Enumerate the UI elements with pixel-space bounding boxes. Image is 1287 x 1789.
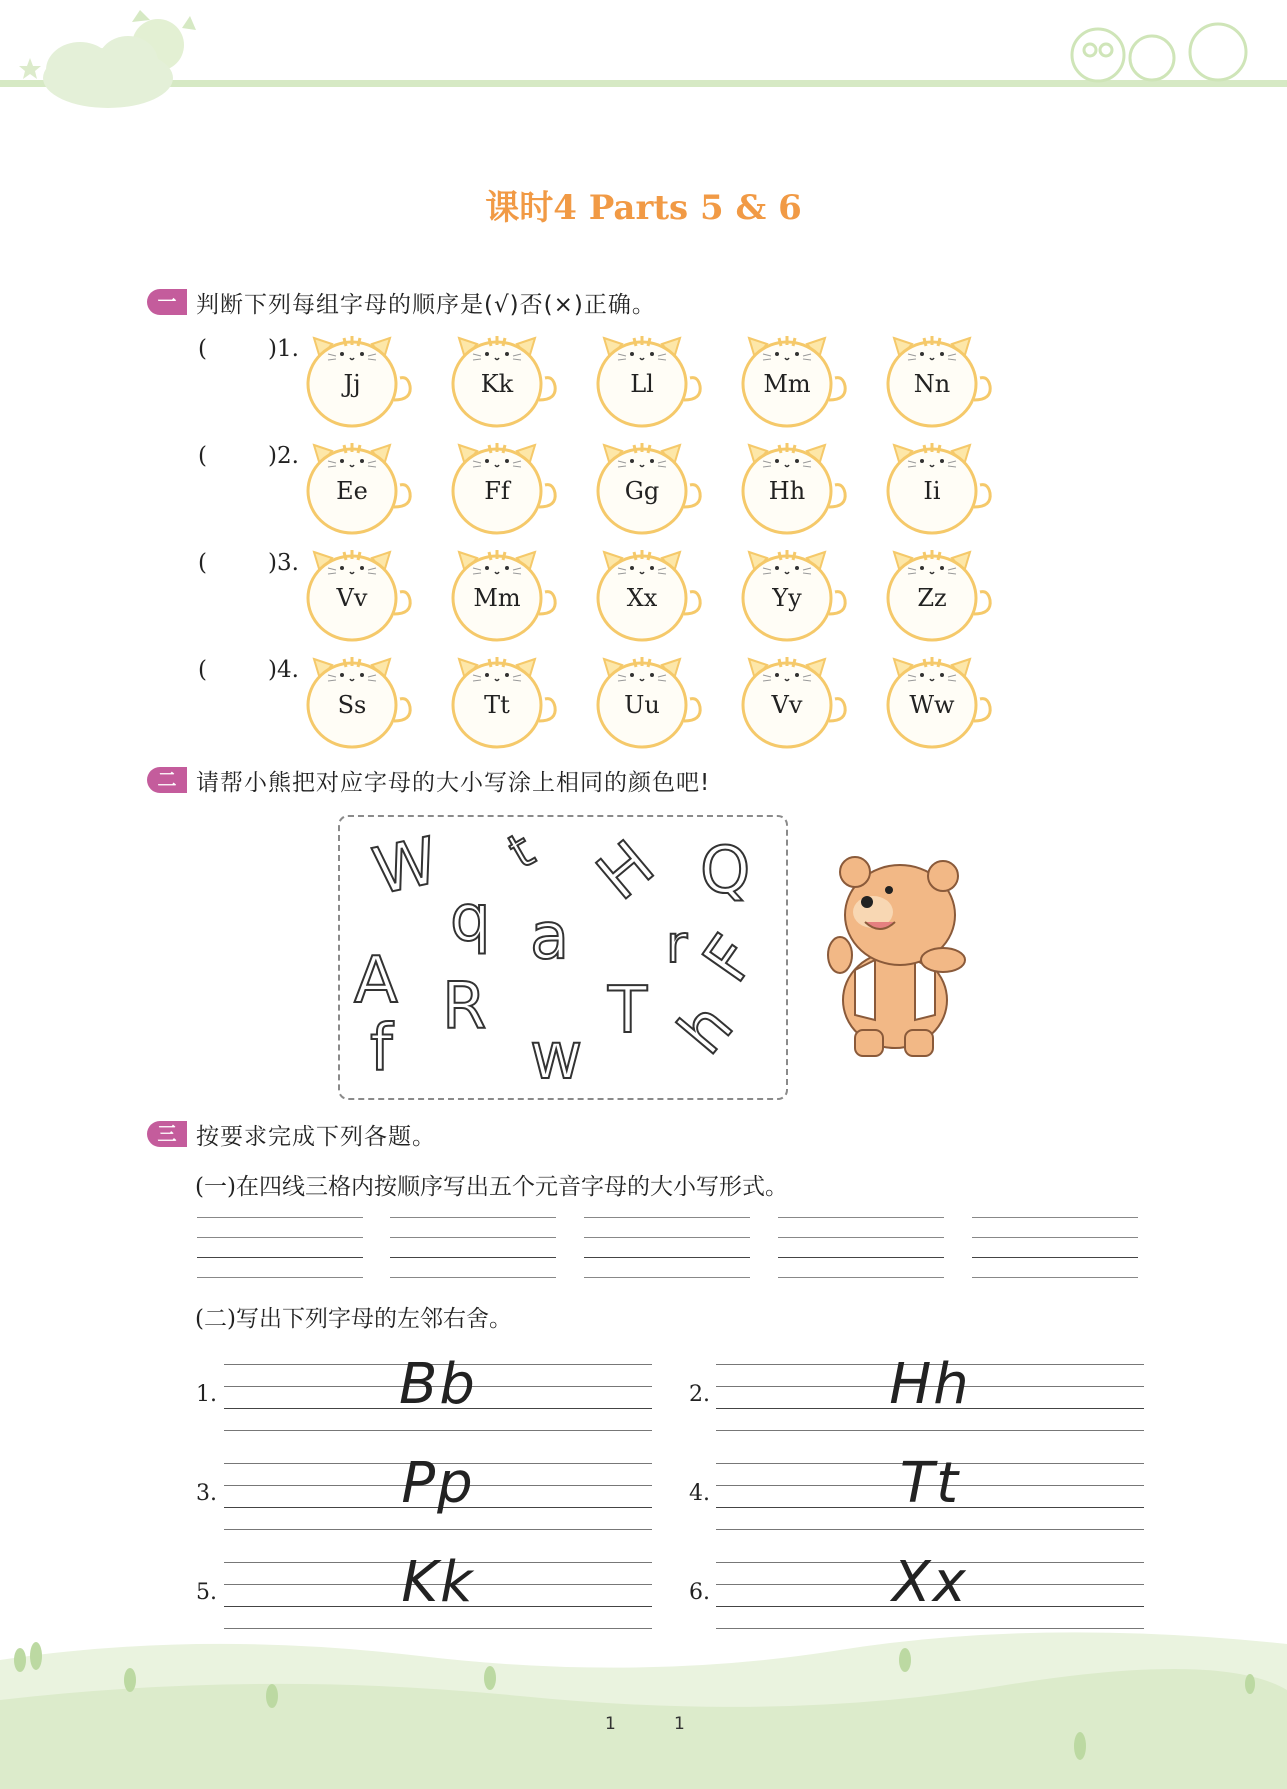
- outline-letter[interactable]: H: [583, 827, 669, 915]
- outline-letter[interactable]: q: [450, 882, 491, 956]
- outline-letter[interactable]: Q: [700, 834, 751, 908]
- writing-grid[interactable]: [390, 1217, 556, 1277]
- star-icon: [19, 58, 41, 79]
- bear-illustration: [815, 850, 975, 1060]
- section-badge: 二: [147, 767, 187, 793]
- letter-pair: Vv: [336, 584, 368, 612]
- answer-paren-open[interactable]: (: [198, 336, 207, 362]
- outline-letter[interactable]: h: [664, 989, 748, 1069]
- cat-letter-card: [741, 544, 851, 644]
- letter-pair: Ss: [337, 691, 367, 719]
- letter-pair: Gg: [624, 477, 660, 505]
- cat-letter-card: [596, 330, 706, 430]
- letter-coloring-board: [338, 815, 788, 1100]
- cat-letter-card: [306, 330, 416, 430]
- letter-pair: Ww: [909, 691, 955, 719]
- answer-paren-open[interactable]: (: [198, 657, 207, 683]
- cat-letter-card: [306, 651, 416, 751]
- cat-letter-card: [451, 651, 561, 751]
- given-letters: Pp: [401, 1451, 475, 1516]
- letter-pair: Yy: [772, 584, 802, 612]
- writing-grid[interactable]: [716, 1352, 1144, 1430]
- section-instruction: 判断下列每组字母的顺序是(√)否(×)正确。: [196, 291, 656, 318]
- item-number: 2.: [689, 1382, 710, 1407]
- letter-pair: Nn: [913, 370, 951, 398]
- outline-letter[interactable]: T: [608, 974, 648, 1048]
- item-number: 5.: [196, 1580, 217, 1605]
- outline-letter[interactable]: R: [442, 970, 487, 1044]
- outline-letter[interactable]: w: [530, 1020, 583, 1094]
- section-badge: 一: [147, 289, 187, 315]
- item-number: 4.: [689, 1481, 710, 1506]
- writing-grid[interactable]: [972, 1217, 1138, 1277]
- letter-pair: Mm: [473, 584, 521, 612]
- writing-grid[interactable]: [584, 1217, 750, 1277]
- cat-letter-card: [886, 544, 996, 644]
- cat-letter-card: [596, 544, 706, 644]
- letter-pair: Jj: [343, 370, 361, 398]
- outline-letter[interactable]: t: [499, 822, 544, 880]
- question-number: )1.: [268, 336, 299, 362]
- outline-letter[interactable]: A: [354, 944, 398, 1018]
- outline-letter[interactable]: W: [366, 824, 445, 910]
- cat-letter-card: [886, 330, 996, 430]
- given-letters: Tt: [899, 1451, 961, 1516]
- letter-pair: Tt: [484, 691, 510, 719]
- section-badge: 三: [147, 1121, 187, 1147]
- cat-letter-card: [886, 437, 996, 537]
- letter-pair: Xx: [626, 584, 658, 612]
- cat-letter-card: [741, 330, 851, 430]
- writing-grid[interactable]: [224, 1352, 652, 1430]
- outline-letter[interactable]: f: [370, 1012, 393, 1086]
- cat-letter-card: [451, 544, 561, 644]
- letter-pair: Hh: [768, 477, 806, 505]
- given-letters: Kk: [401, 1550, 475, 1615]
- given-letters: Xx: [892, 1550, 968, 1615]
- cat-letter-card: [451, 330, 561, 430]
- letter-pair: Ff: [484, 477, 510, 505]
- item-number: 1.: [196, 1382, 217, 1407]
- cat-letter-card: [886, 651, 996, 751]
- item-number: 3.: [196, 1481, 217, 1506]
- answer-paren-open[interactable]: (: [198, 443, 207, 469]
- cat-letter-card: [741, 651, 851, 751]
- header-decoration: [0, 0, 1287, 120]
- part-1-prompt: (一)在四线三格内按顺序写出五个元音字母的大小写形式。: [195, 1174, 788, 1200]
- outline-letter[interactable]: r: [666, 915, 688, 975]
- writing-grid[interactable]: [716, 1550, 1144, 1628]
- letter-pair: Ee: [336, 477, 368, 505]
- cat-letter-card: [306, 437, 416, 537]
- writing-grid[interactable]: [716, 1451, 1144, 1529]
- letter-pair: Zz: [917, 584, 947, 612]
- section-instruction: 按要求完成下列各题。: [196, 1123, 436, 1150]
- cat-letter-card: [451, 437, 561, 537]
- cat-letter-card: [741, 437, 851, 537]
- footer-decoration: [0, 1620, 1287, 1789]
- letter-pair: Ii: [923, 477, 941, 505]
- page-number-right: 1: [674, 1714, 685, 1734]
- letter-pair: Kk: [480, 370, 514, 398]
- question-number: )2.: [268, 443, 299, 469]
- page-number-left: 1: [605, 1714, 616, 1734]
- given-letters: Hh: [889, 1352, 971, 1417]
- question-number: )4.: [268, 657, 299, 683]
- animal-faces-icon: [1072, 24, 1246, 81]
- given-letters: Bb: [399, 1352, 477, 1417]
- section-2-header: [147, 763, 710, 797]
- writing-grid[interactable]: [224, 1550, 652, 1628]
- letter-pair: Mm: [763, 370, 811, 398]
- question-number: )3.: [268, 550, 299, 576]
- item-number: 6.: [689, 1580, 710, 1605]
- section-1-header: [147, 285, 656, 319]
- section-3-header: [147, 1117, 436, 1151]
- writing-grid[interactable]: [778, 1217, 944, 1277]
- answer-paren-open[interactable]: (: [198, 550, 207, 576]
- outline-letter[interactable]: F: [689, 922, 772, 996]
- section-instruction: 请帮小熊把对应字母的大小写涂上相同的颜色吧!: [196, 769, 711, 796]
- letter-pair: Ll: [630, 370, 654, 398]
- cat-letter-card: [306, 544, 416, 644]
- letter-pair: Uu: [624, 691, 660, 719]
- writing-grid[interactable]: [224, 1451, 652, 1529]
- writing-grid[interactable]: [197, 1217, 363, 1277]
- letter-pair: Vv: [771, 691, 803, 719]
- page-title: 课时4 Parts 5 & 6: [485, 188, 802, 228]
- cat-letter-card: [596, 437, 706, 537]
- cat-letter-card: [596, 651, 706, 751]
- outline-letter[interactable]: a: [530, 900, 570, 974]
- part-2-prompt: (二)写出下列字母的左邻右舍。: [195, 1306, 512, 1332]
